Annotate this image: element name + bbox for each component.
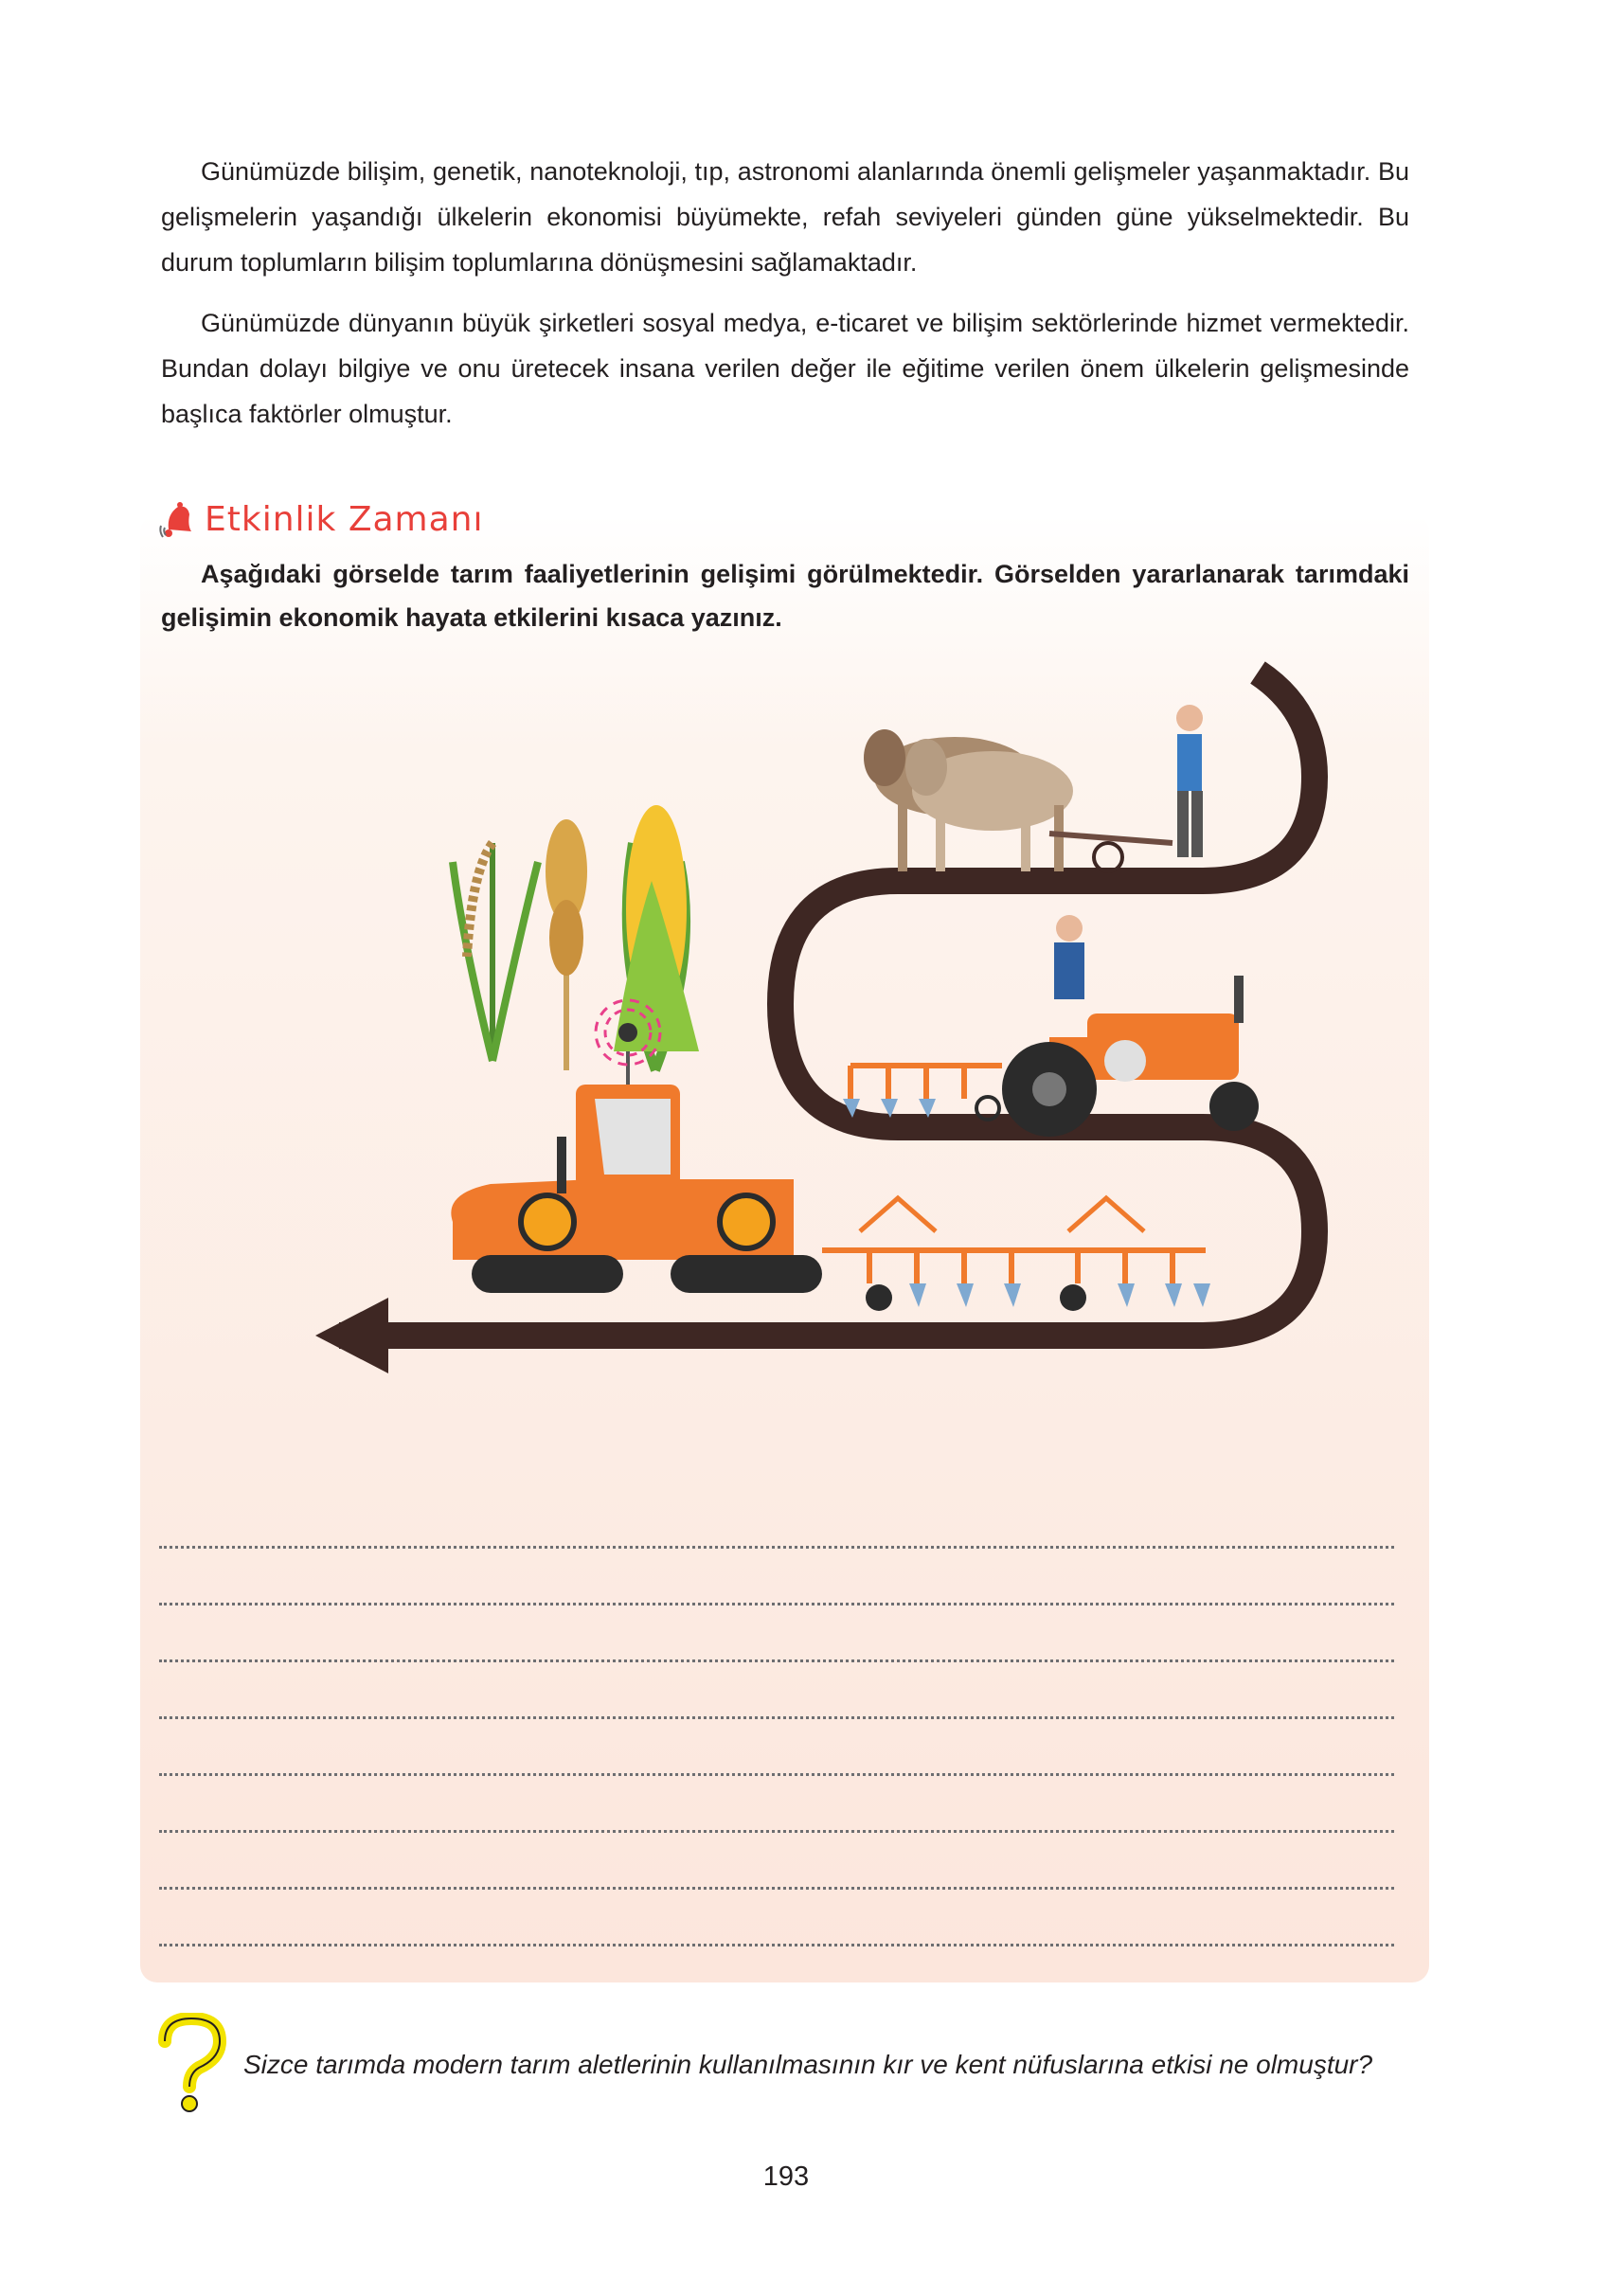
answer-line[interactable] xyxy=(159,1773,1394,1776)
answer-line[interactable] xyxy=(159,1830,1394,1833)
question-mark-icon xyxy=(153,2013,229,2117)
answer-line[interactable] xyxy=(159,1659,1394,1662)
agriculture-evolution-illustration xyxy=(140,654,1429,1487)
answer-line[interactable] xyxy=(159,1716,1394,1719)
rice-plant-icon xyxy=(453,843,538,1061)
farm-tractor-scene xyxy=(843,915,1259,1137)
answer-line[interactable] xyxy=(159,1546,1394,1549)
answer-line[interactable] xyxy=(159,1603,1394,1605)
activity-instruction: Aşağıdaki görselde tarım faaliyetlerinin gelişimi görülmektedir. Görselden yararlanarak tarımdaki gelişimin ekonomik hayata etkilerini kısaca yazınız. xyxy=(161,560,1409,632)
question-text: Sizce tarımda modern tarım aletlerinin kullanılmasının kır ve kent nüfuslarına etkisi ne olmuştur? xyxy=(243,2050,1373,2079)
bell-icon xyxy=(159,497,197,541)
activity-title: Etkinlik Zamanı xyxy=(205,499,484,539)
paragraph-1: Günümüzde bilişim, genetik, nanoteknoloji, tıp, astronomi alanlarında önemli gelişmeler yaşanmaktadır. Bu gelişmelerin yaşandığı ülkelerin ekonomisi büyümekte, refah seviyeleri günden güne yükselmektedir. Bu durum toplumların bilişim toplumlarına dönüşmesini sağlamaktadır. xyxy=(161,157,1409,277)
activity-header xyxy=(159,493,484,546)
answer-line[interactable] xyxy=(159,1887,1394,1890)
oxen-plough-scene xyxy=(864,705,1203,871)
wheat-plant-icon xyxy=(546,819,587,1070)
page-number: 193 xyxy=(762,2161,810,2192)
answer-line[interactable] xyxy=(159,1944,1394,1946)
paragraph-2: Günümüzde dünyanın büyük şirketleri sosyal medya, e-ticaret ve bilişim sektörlerinde hizmet vermektedir. Bundan dolayı bilgiye ve onu üretecek insana verilen değer ile eğitime verilen önem ülkelerin gelişmesinde başlıca faktörler olmuştur. xyxy=(161,309,1409,428)
